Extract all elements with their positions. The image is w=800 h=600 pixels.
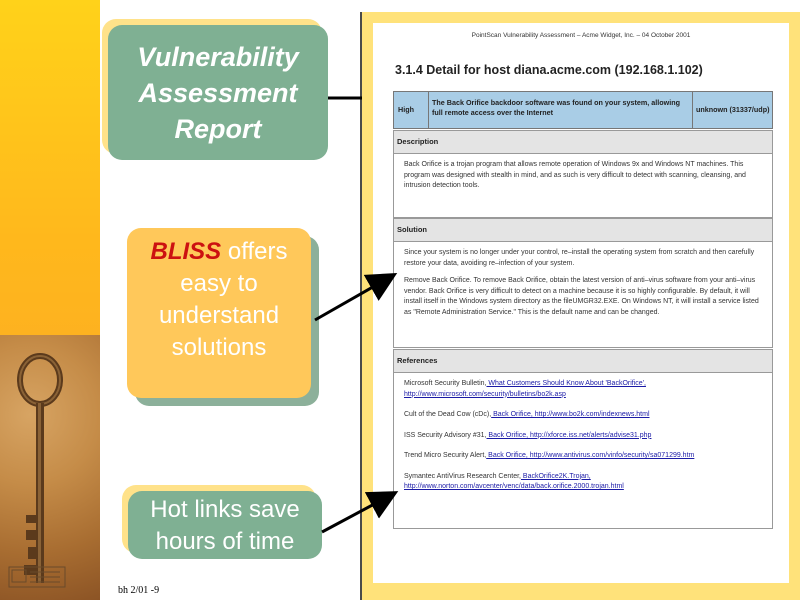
reference-link[interactable]: BackOrifice2K.Trojan, (520, 472, 591, 480)
reference-link[interactable]: Back Orifice, http://www.bo2k.com/indexnews.html (491, 411, 650, 418)
solution-para-2: Remove Back Orifice. To remove Back Orifice, obtain the latest version of anti–virus software from your anti–virus vendor. Back Orifice is very difficult to detect on a machine because it is so highly configurable. By default, it will install itself in the Windows system directory as the fileUMGR32.EXE. On Windows NT, it will install a service listed as "Remote Administration Service." This is the default name and can be changed. (404, 277, 759, 316)
hotlinks-arrow (322, 494, 393, 532)
reference-link[interactable]: What Customers Should Know About 'BackOrifice', (486, 380, 646, 387)
port-cell: unknown (31337/udp) (696, 105, 770, 114)
reference-source: Symantec AntiVirus Research Center, (404, 472, 521, 480)
reference-url[interactable]: http://www.norton.com/avcenter/venc/data/back.orifice.2000.trojan.html (404, 483, 624, 490)
references-title: References (394, 350, 772, 373)
description-text: Back Orifice is a trojan program that allows remote operation of Windows 9x and Windows NT machines. This program was designed with stealth in mind, and as such is very difficult to detect with scanning, cleansing, and intrusion detection tools. (404, 161, 746, 189)
reference-source: Microsoft Security Bulletin, (404, 380, 487, 387)
reference-link[interactable]: Back Orifice, http://xforce.iss.net/alerts/advise31.php (486, 431, 652, 439)
bliss-line-4: solutions (171, 334, 267, 361)
title-line-1: Vulnerability (137, 42, 299, 72)
finding-summary: The Back Orifice backdoor software was found on your system, allowing full remote access over the Internet (432, 98, 681, 117)
reference-url[interactable]: http://www.microsoft.com/security/bulletins/bo2k.asp (404, 390, 566, 398)
solution-para-1: Since your system is no longer under your control, re–install the operating system from scratch and then carefully restore your data, avoiding re–infection of your system. (404, 249, 755, 267)
hotlinks-line-2: hours of time (155, 528, 295, 555)
reference-source: ISS Security Advisory #31, (404, 431, 487, 439)
bliss-brand: BLISS (150, 238, 222, 265)
bliss-line-2: easy to (180, 270, 258, 297)
bliss-line-3: understand (158, 302, 280, 329)
bliss-offers: offers (227, 238, 288, 265)
document-header: PointScan Vulnerability Assessment – Acme Widget, Inc. – 04 October 2001 (471, 32, 691, 39)
hotlinks-line-1: Hot links save (150, 496, 300, 523)
solution-title: Solution (394, 219, 772, 242)
host-heading: 3.1.4 Detail for host diana.acme.com (192.168.1.102) (395, 63, 703, 77)
bliss-arrow (315, 276, 392, 320)
title-line-2: Assessment (138, 78, 298, 108)
description-title: Description (394, 131, 772, 154)
reference-link[interactable]: Back Orifice, http://www.antivirus.com/vinfo/security/sa071299.htm (486, 452, 695, 459)
reference-source: Trend Micro Security Alert, (404, 452, 487, 459)
slide-footer: bh 2/01 -9 (118, 585, 160, 596)
title-line-3: Report (174, 114, 262, 144)
reference-source: Cult of the Dead Cow (cDc), (404, 411, 492, 418)
severity-cell: High (398, 105, 414, 114)
